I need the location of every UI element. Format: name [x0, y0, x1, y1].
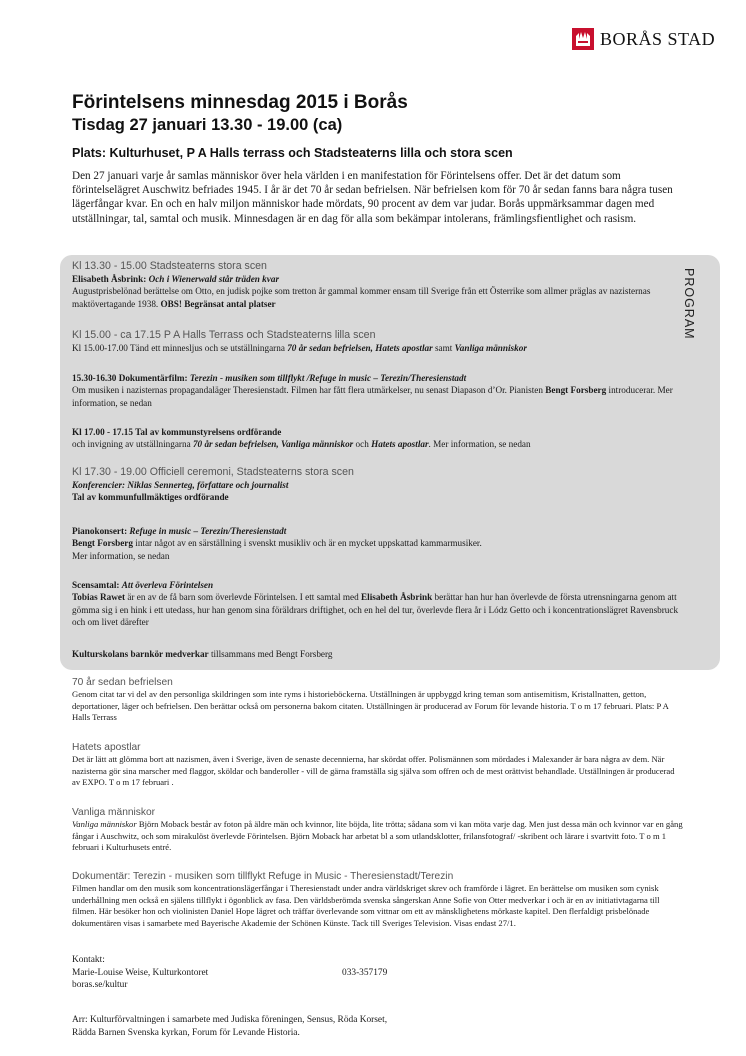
- section-header: Hatets apostlar: [72, 742, 141, 753]
- program-item-header: Kl 17.30 - 19.00 Officiell ceremoni, Stadsteaterns stora scen: [72, 466, 354, 478]
- program-label: PROGRAM: [682, 268, 696, 340]
- organizers: Arr: Kulturförvaltningen i samarbete med Judiska föreningen, Sensus, Röda Korset, Rädda Barnen Svenska kyrkan, Forum för Levande Historia.: [72, 1015, 388, 1038]
- event-place: Plats: Kulturhuset, P A Halls terrass och Stadsteaterns lilla och stora scen: [72, 146, 513, 160]
- section-vanliga-manniskor: Vanliga människor Vanliga människor Björn Moback består av foton på äldre män och kvinnor, lite böjda, lite trötta; sådana som vi kan möta varje dag. Men just dessa män och kvinnor var en gång fångar i Auschwitz, och som mirakulöst överlevde Förintelsen. Björn Moback har arbetat bl a som utlandsklotter, frilansfotograf/ -skribent och lärare i svartvitt foto. T o m 1 februari i Kulturhusets entré.: [72, 807, 683, 853]
- page-title: Förintelsens minnesdag 2015 i Borås: [72, 92, 408, 113]
- section-documentary: Dokumentär: Terezin - musiken som tillflykt Refuge in Music - Theresienstadt/Terezin Filmen handlar om den musik som koncentrationslägerfångar i Theresienstadt under andra världskriget skrev och framförde i lägret. En berättelse om musiken som cynisk underhållning men också en själens tillflykt i ögonblick av fasa. Den världsberömda svenska sångerskan Anne Sofie von Otter medverkar i och är en av initiativtagarna till filmen. Här besöker hon och violinisten Daniel Hope lägret och träffar överlevande som vittnar om ett av mänsklighetens mörkaste kapitel. Den flerfaldigt prisbelönade dokumentären visas i samarbete med Bayerische Akademie der Schönen Künste. Tack till Sveriges Television. Visas endast 27/1.: [72, 870, 684, 929]
- city-crest-icon: [572, 28, 594, 50]
- contact-web[interactable]: boras.se/kultur: [72, 980, 128, 990]
- program-item-header: Kl 15.00 - ca 17.15 P A Halls Terrass och Stadsteaterns lilla scen: [72, 329, 376, 341]
- program-item-2: Kl 15.00 - ca 17.15 P A Halls Terrass och Stadsteaterns lilla scen Kl 15.00-17.00 Tänd ett minnesljus och se utställningarna 70 år sedan befrielsen, Hatets apostlar samt Vanliga människor: [72, 329, 682, 354]
- program-item-7: Scensamtal: Att överleva Förintelsen Tobias Rawet är en av de få barn som överlevde Förintelsen. I ett samtal med Elisabeth Åsbrink berättar han hur han överlevde de första utrensningarna genom att gömma sig i en hink i ett utedass, hur han genom sina föräldrars driftighet, och en hel del tur, överlevde flera år i Lódz Getto och i koncentrationslägret Ravensbruck och om livet därefter: [72, 580, 679, 627]
- program-item-1: Kl 13.30 - 15.00 Stadsteaterns stora scen Elisabeth Åsbrink: Och i Wienerwald står träden kvar Augustprisbelönad berättelse om Otto, en judisk pojke som tretton år gammal kommer ensam till Sverige från ett Österrike som allmer präglas av nazisternas maktövertagande 1938. OBS! Begränsat antal platser: [72, 260, 682, 310]
- page-subtitle: Tisdag 27 januari 13.30 - 19.00 (ca): [72, 116, 343, 134]
- intro-paragraph: Den 27 januari varje år samlas människor över hela världen i en manifestation för Förintelsens offer. Det är det datum som förintelselägret Auschwitz befriades 1945. I år är det 70 år sedan befrielsen. När befrielsen kom för 70 år sedan fanns bara några tusen lägerfångar kvar. En och en halv miljon människor hade mördats, 90 procent av dem var judar. Borås uppmärksammar dagen med utställningar, tal, samtal och musik. Minnesdagen är en dag för alla som bekämpar intolerans, främlingsfientlighet och rasism.: [72, 170, 673, 225]
- section-header: Vanliga människor: [72, 807, 156, 818]
- section-hatets-apostlar: Hatets apostlar Det är lätt att glömma bort att nazismen, även i Sverige, även de senaste decennierna, har skördat offer. Polismännen som mördades i Malexander är bara några av dem. När nazisterna gör sina marscher med flaggor, sköldar och banderoller - vill de gärna framställa sig själva som offren och de mest orättvist behandlade. Utställningen är producerad av EXPO. T o m 17 februari .: [72, 741, 684, 789]
- contact-name: Marie-Louise Weise, Kulturkontoret: [72, 967, 209, 978]
- contact-phone: 033-357179: [342, 967, 388, 978]
- section-header: 70 år sedan befrielsen: [72, 677, 173, 688]
- contact-block: [72, 954, 492, 992]
- program-item-5: Kl 17.30 - 19.00 Officiell ceremoni, Stadsteaterns stora scen Konferencier: Niklas Sennerteg, författare och journalist Tal av kommunfullmäktiges ordförande: [72, 466, 682, 504]
- program-item-3: 15.30-16.30 Dokumentärfilm: Terezin - musiken som tillflykt /Refuge in music – Terezin/Theresienstadt Om musiken i nazisternas propagandaläger Theresienstadt. Filmen har fått flera utmärkelser, nu senast Diapason d’Or. Pianisten Bengt Forsberg introducerar. Mer information, se nedan: [72, 373, 673, 408]
- program-item-4: Kl 17.00 - 17.15 Tal av kommunstyrelsens ordförande och invigning av utställningarna 70 år sedan befrielsen, Vanliga människor och Hatets apostlar. Mer information, se nedan: [72, 427, 531, 450]
- program-item-6: Pianokonsert: Refuge in music – Terezin/Theresienstadt Bengt Forsberg intar något av en särställning i svenskt musikliv och är en mycket uppskattad kammarmusiker. Mer information, se nedan: [72, 526, 482, 561]
- contact-label: Kontakt:: [72, 955, 105, 965]
- section-header: Dokumentär: Terezin - musiken som tillflykt Refuge in Music - Theresienstadt/Terezin: [72, 871, 454, 882]
- brand-name: BORÅS STAD: [600, 28, 716, 49]
- logo: [572, 28, 715, 50]
- program-item-8: Kulturskolans barnkör medverkar tillsammans med Bengt Forsberg: [72, 649, 333, 659]
- section-70-years: 70 år sedan befrielsen Genom citat tar vi del av den personliga skildringen som inte ryms i historieböckerna. Utställningen är uppbyggd kring teman som antisemitism, Kristallnatten, getton, deportationer, läger och befrielsen. Den berättar också om personerna bakom citaten. Utställningen är producerad av Forum för levande historia. T o m 17 februari. Plats: P A Halls Terrass: [72, 676, 684, 724]
- program-item-header: Kl 13.30 - 15.00 Stadsteaterns stora scen: [72, 260, 267, 272]
